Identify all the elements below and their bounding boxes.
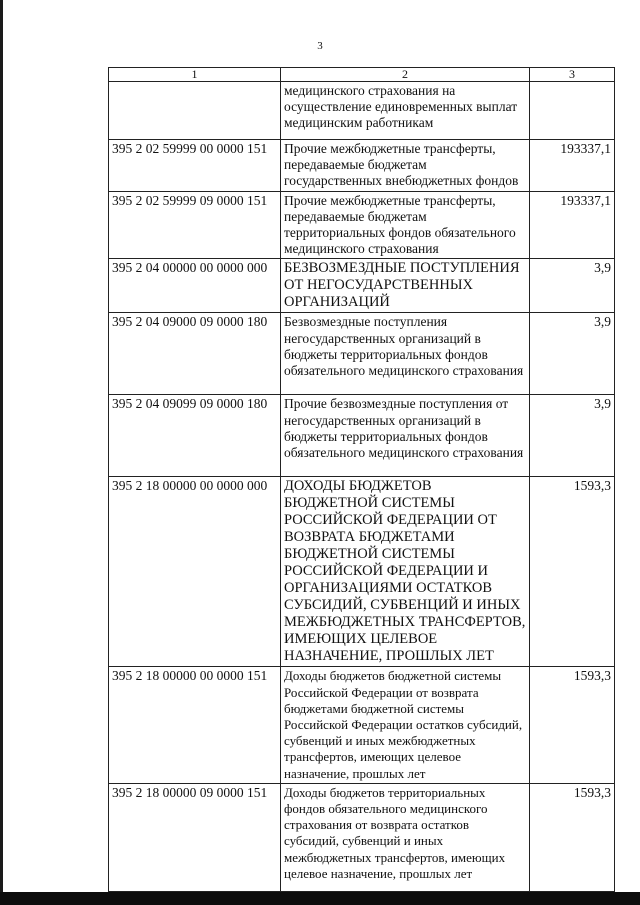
header-col-2: 2 (281, 68, 530, 82)
table-row (109, 477, 615, 667)
revenue-name: Безвозмездные поступления негосударственных организаций в бюджеты территориальных фондов обязательного медицинского страхования (281, 313, 530, 395)
table-row (109, 395, 615, 477)
table-header-row (109, 68, 615, 82)
classification-code: 395 2 04 00000 00 0000 000 (109, 259, 281, 313)
revenue-name: Прочие межбюджетные трансферты, передаваемые бюджетам территориальных фондов обязательного медицинского страхования (281, 191, 530, 259)
classification-code: 395 2 04 09099 09 0000 180 (109, 395, 281, 477)
amount: 193337,1 (530, 140, 615, 192)
classification-code: 395 2 18 00000 00 0000 151 (109, 667, 281, 783)
table-row (109, 313, 615, 395)
scan-bottom-edge (0, 892, 640, 905)
classification-code: 395 2 04 09000 09 0000 180 (109, 313, 281, 395)
revenue-name: БЕЗВОЗМЕЗДНЫЕ ПОСТУПЛЕНИЯ ОТ НЕГОСУДАРСТВЕННЫХ ОРГАНИЗАЦИЙ (281, 259, 530, 313)
classification-code: 395 2 18 00000 00 0000 000 (109, 477, 281, 667)
classification-code: 395 2 18 00000 09 0000 151 (109, 783, 281, 891)
table-row (109, 191, 615, 259)
revenue-name: медицинского страхования на осуществление единовременных выплат медицинским работникам (281, 82, 530, 140)
scan-left-edge (0, 0, 3, 905)
revenue-name: Прочие безвозмездные поступления от негосударственных организаций в бюджеты территориальных фондов обязательного медицинского страхования (281, 395, 530, 477)
amount: 193337,1 (530, 191, 615, 259)
amount: 1593,3 (530, 667, 615, 783)
table-row (109, 783, 615, 891)
table-row (109, 667, 615, 783)
revenue-name: ДОХОДЫ БЮДЖЕТОВ БЮДЖЕТНОЙ СИСТЕМЫ РОССИЙСКОЙ ФЕДЕРАЦИИ ОТ ВОЗВРАТА БЮДЖЕТАМИ БЮДЖЕТНОЙ СИСТЕМЫ РОССИЙСКОЙ ФЕДЕРАЦИИ И ОРГАНИЗАЦИЯМИ ОСТАТКОВ СУБСИДИЙ, СУБВЕНЦИЙ И ИНЫХ МЕЖБЮДЖЕТНЫХ ТРАНСФЕРТОВ, ИМЕЮЩИХ ЦЕЛЕВОЕ НАЗНАЧЕНИЕ, ПРОШЛЫХ ЛЕТ (281, 477, 530, 667)
budget-revenue-table (108, 67, 615, 892)
amount: 3,9 (530, 313, 615, 395)
header-col-3: 3 (530, 68, 615, 82)
classification-code: 395 2 02 59999 09 0000 151 (109, 191, 281, 259)
classification-code: 395 2 02 59999 00 0000 151 (109, 140, 281, 192)
revenue-name: Доходы бюджетов территориальных фондов обязательного медицинского страхования от возврата остатков субсидий, субвенций и иных межбюджетных трансфертов, имеющих целевое назначение, прошлых лет (281, 783, 530, 891)
amount (530, 82, 615, 140)
header-col-1: 1 (109, 68, 281, 82)
table-row (109, 259, 615, 313)
amount: 3,9 (530, 395, 615, 477)
amount: 1593,3 (530, 783, 615, 891)
amount: 1593,3 (530, 477, 615, 667)
revenue-name: Доходы бюджетов бюджетной системы Российской Федерации от возврата бюджетами бюджетной системы Российской Федерации остатков субсидий, субвенций и иных межбюджетных трансфертов, имеющих целевое назначение, прошлых лет (281, 667, 530, 783)
revenue-name: Прочие межбюджетные трансферты, передаваемые бюджетам государственных внебюджетных фондов (281, 140, 530, 192)
amount: 3,9 (530, 259, 615, 313)
table-row (109, 82, 615, 140)
page-number: 3 (317, 40, 323, 52)
table-row (109, 140, 615, 192)
classification-code (109, 82, 281, 140)
